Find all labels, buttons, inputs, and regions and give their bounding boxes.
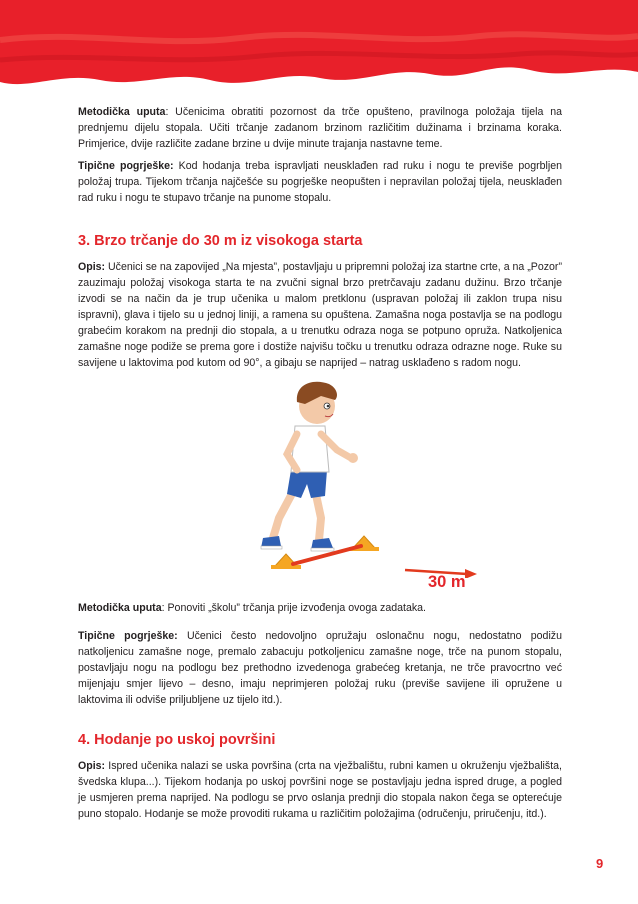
typical-mistakes-2 — [78, 628, 562, 708]
methodical-note-label: Metodička uputa — [78, 602, 162, 614]
description-label: Opis: — [78, 760, 106, 772]
description-4 — [78, 758, 562, 822]
typical-mistakes-text: Kod hodanja treba ispravljati neusklađen rad ruku i nogu te previše pogrbljen položaj trupa. Tijekom trčanja najčešće su pogrješke neopušten i nepravilan položaj tijela, neusklađen rad ruku i nogu te stupavo trčanje na punome stopalu. — [78, 160, 562, 204]
section-3-heading: 3. Brzo trčanje do 30 m iz visokoga starta — [78, 233, 363, 249]
methodical-note-label: Metodička uputa — [78, 106, 166, 118]
typical-mistakes-1 — [78, 158, 562, 206]
red-brush-banner — [0, 0, 638, 100]
methodical-note-1 — [78, 104, 562, 152]
methodical-note-text: : Učenicima obratiti pozornost da trče opušteno, pravilnoga položaja tijela na prednjemu dijelu stopala. Učiti trčanje zadanom brzinom različitim dužinama i brzinama koraka. Primjerice, dvije različite zadane brzine u dvije minute trajanja nastavne teme. — [78, 106, 562, 150]
section-4-heading: 4. Hodanje po uskoj površini — [78, 732, 276, 748]
typical-mistakes-label: Tipične pogrješke: — [78, 630, 178, 642]
description-text: Ispred učenika nalazi se uska površina (crta na vježbalištu, rubni kamen u okruženju vježbališta, švedska klupa...). Tijekom hodanja po uskoj površini noge se postavljaju jedna ispred druge, a pogled je usmjeren prema naprijed. Na podlogu se prvo oslanja prednji dio stopala nakon čega se opterećuje puno stopalo. Hodanje se može provoditi rukama u različitim položajima (odručenju, priručenju, itd.). — [78, 760, 562, 820]
methodical-note-2 — [78, 600, 562, 616]
running-boy-illustration — [235, 378, 485, 578]
description-text: Učenici se na zapovijed „Na mjesta”, postavljaju u pripremni položaj iza startne crte, a na „Pozor” zauzimaju položaj visokoga starta te na zvučni signal brzo pretrčavaju zadanu dužinu. Brzo trčanje izvodi se na način da je trup učenika u malom pretklonu (uspravan položaj ili zaklon trupa nisu ispravni), glava i tijelo su u jednoj liniji, a ramena su opuštena. Zamašna noga postavlja se na podlogu grabećim korakom na prednji dio stopala, a u trenutku odraza noga se potpuno opruža. Natkoljenica zamašne noge podiže se prema gore i dostiže najvišu točku u trenutku odraza odrazne noge. Ruke su savijene u laktovima pod kutom od 90°, a gibaju se naprijed – natrag usklađeno s radom nogu. — [78, 261, 562, 369]
typical-mistakes-text: Učenici često nedovoljno opružaju oslonačnu nogu, nedostatno podižu natkoljenicu zamašne noge, premalo zabacuju potkoljenicu zamašne noge, trče na punom stopalu, postavljaju nogu na podlogu bez prethodno izvedenoga grabećeg kretanja, ne trče pravocrtno već mijenjaju smjer lijevo – desno, imaju neprimjeren položaj ruku (previše savijene ili opružene u laktovima ili odviše priljubljene uz tijelo itd.). — [78, 630, 562, 706]
description-3 — [78, 259, 562, 371]
methodical-note-text: : Ponoviti „školu” trčanja prije izvođenja ovoga zadataka. — [161, 602, 426, 614]
typical-mistakes-label: Tipične pogrješke: — [78, 160, 174, 172]
description-label: Opis: — [78, 261, 106, 273]
distance-label: 30 m — [428, 573, 466, 591]
page-number: 9 — [596, 856, 604, 871]
